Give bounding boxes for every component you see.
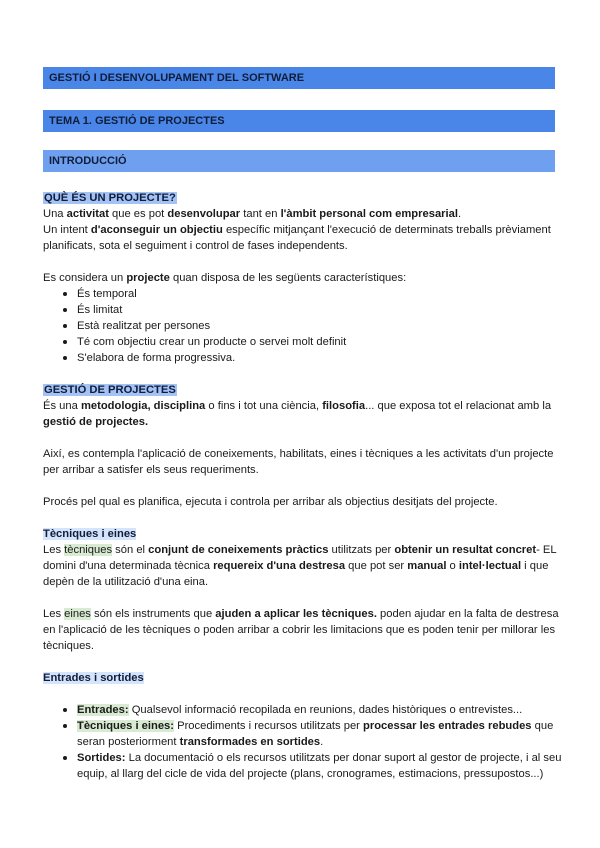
paragraph: Així, es contempla l'aplicació de coneixements, habilitats, eines i tècniques a les activitats d'un projecte per arribar a satisfer els seus requeriments.	[43, 448, 554, 476]
paragraph: És una metodologia, disciplina o fins i tot una ciència, filosofia... que exposa tot el relacionat amb la gestió de projectes.	[43, 400, 552, 428]
list-item: És limitat	[65, 302, 563, 318]
paragraph: Es considera un projecte quan disposa de les següents característiques:	[43, 272, 407, 284]
heading-entrades-sortides: Entrades i sortides	[43, 672, 144, 684]
paragraph: Les eines són els instruments que ajuden a aplicar les tècniques. poden ajudar en la falta de destresa en l'aplicació de les tècniques o poden arribar a cobrir les limitacions que es poden tenir per millorar les tècniques.	[43, 608, 559, 652]
list-item: Està realitzat per persones	[65, 318, 563, 334]
list-item: S'elabora de forma progressiva.	[65, 350, 563, 366]
subject-title: GESTIÓ I DESENVOLUPAMENT DEL SOFTWARE	[49, 72, 305, 84]
paragraph: Procés pel qual es planifica, ejecuta i controla per arribar als objectius desitjats del projecte.	[43, 496, 498, 508]
paragraph: Un intent d'aconseguir un objectiu específic mitjançant l'execució de determinats treballs prèviament planificats, sota el seguiment i control de fases independents.	[43, 224, 551, 252]
heading-tecniques-eines: Tècniques i eines	[43, 528, 137, 540]
section-title: INTRODUCCIÓ	[49, 155, 127, 167]
heading-gestio-projectes: GESTIÓ DE PROJECTES	[44, 384, 176, 396]
list-item: Entrades: Qualsevol informació recopilada en reunions, dades històriques o entrevistes...	[65, 702, 563, 718]
list-item: Sortides: La documentació o els recursos utilitzats per donar suport al gestor de projecte, i al seu equip, al llarg del cicle de vida del projecte (plans, cronogrames, estimacions, pressupostos...)	[65, 750, 563, 782]
topic-band	[43, 110, 555, 132]
subject-band	[43, 67, 555, 89]
list-item: Tècniques i eines: Procediments i recursos utilitzats per processar les entrades rebudes que seran posteriorment transformades en sortides.	[65, 718, 563, 750]
list-item: És temporal	[65, 286, 563, 302]
paragraph: Les tècniques són el conjunt de coneixements pràctics utilitzats per obtenir un resultat concret- EL domini d'una determinada tècnica requereix d'una destresa que pot ser manual o intel·lectual i que depèn de la utilització d'una eina.	[43, 544, 557, 588]
topic-title: TEMA 1. GESTIÓ DE PROJECTES	[49, 115, 225, 127]
section-band	[43, 150, 555, 172]
characteristics-list	[43, 286, 563, 366]
io-list	[43, 702, 563, 782]
paragraph: Una activitat que es pot desenvolupar tant en l'àmbit personal com empresarial.	[43, 208, 462, 220]
heading-que-es-projecte: QUÈ ÉS UN PROJECTE?	[44, 192, 176, 204]
document-body	[43, 190, 563, 782]
list-item: Té com objectiu crear un producte o servei molt definit	[65, 334, 563, 350]
